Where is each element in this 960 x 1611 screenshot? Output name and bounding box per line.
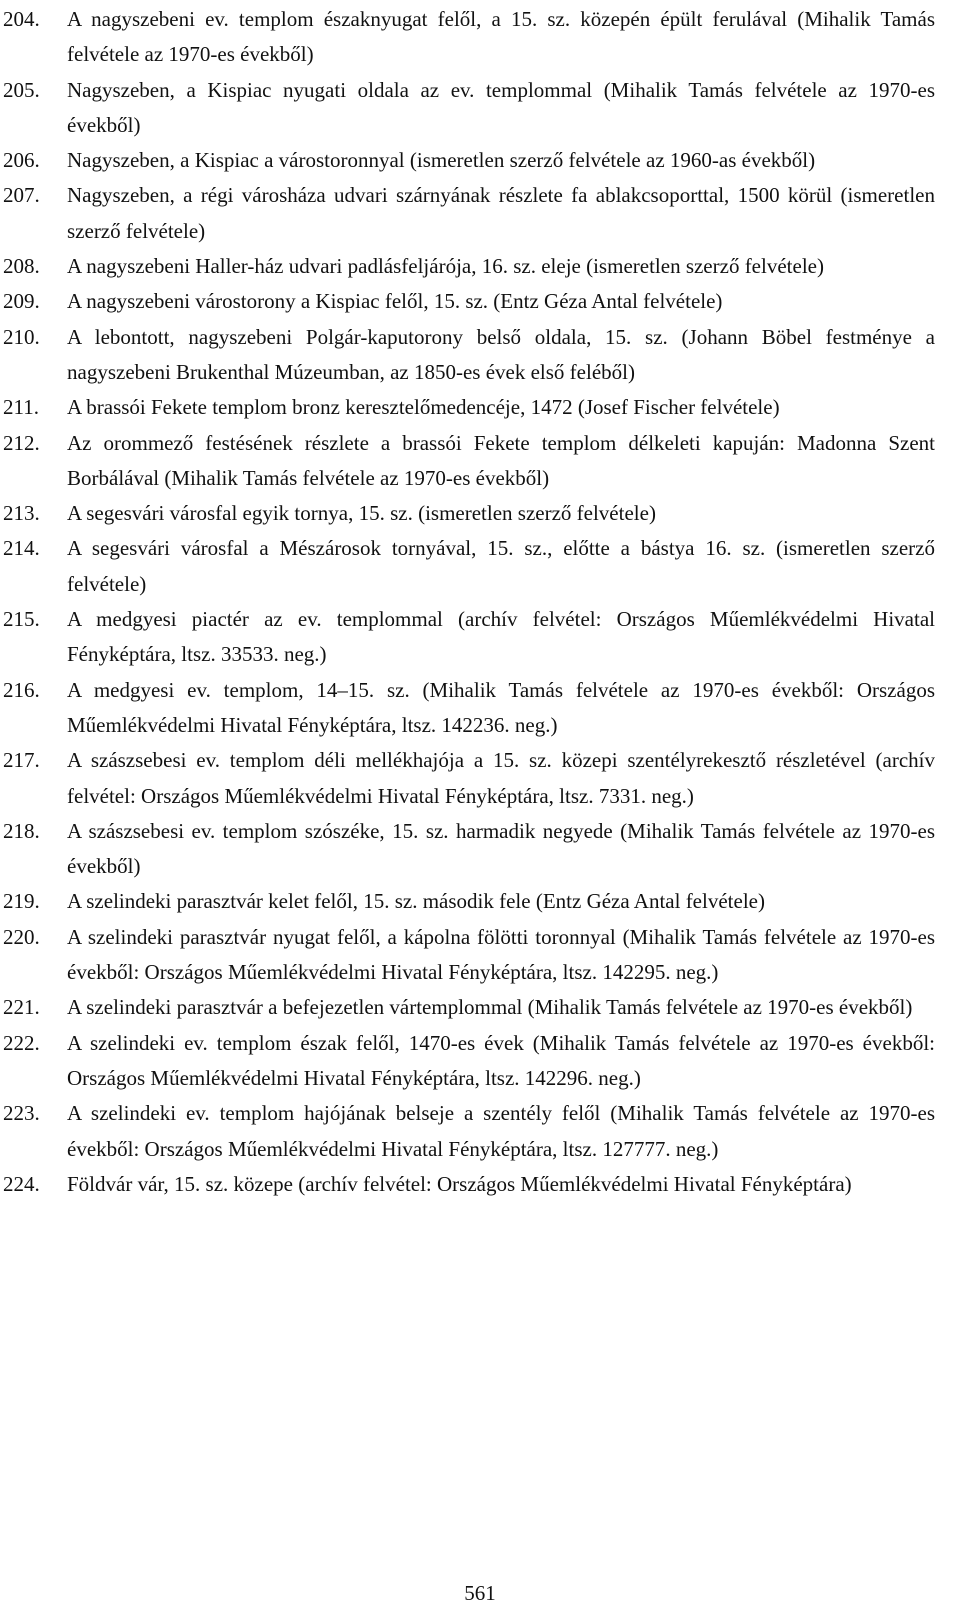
entry-number: 204. (3, 7, 40, 31)
entry-text: A segesvári városfal egyik tornya, 15. sz. (ismeretlen szerző felvétele) (67, 501, 656, 526)
entry-number: 214. (3, 536, 40, 561)
entry-number: 207. (3, 183, 40, 208)
entry-number: 215. (3, 607, 40, 632)
caption-entry (0, 284, 935, 319)
caption-entry (0, 320, 935, 391)
entry-text: A szelindeki ev. templom észak felől, 1470-es évek (Mihalik Tamás felvétele az 1970-es évekből: Országos Műemlékvédelmi Hivatal Fényképtára, ltsz. 142296. neg.) (67, 1030, 935, 1090)
caption-entry (0, 496, 935, 531)
caption-entry (0, 249, 935, 284)
entry-number: 208. (3, 254, 40, 279)
caption-entry (0, 73, 935, 144)
caption-entry (0, 143, 935, 178)
entry-text: Földvár vár, 15. sz. közepe (archív felvétel: Országos Műemlékvédelmi Hivatal Fényképtára) (67, 1171, 852, 1196)
entry-text: A szászsebesi ev. templom déli mellékhajója a 15. sz. közepi szentélyrekesztő részletével (archív felvétel: Országos Műemlékvédelmi Hivatal Fényképtára, ltsz. 7331. neg.) (67, 748, 935, 808)
caption-entry (0, 1167, 935, 1202)
entry-text: A medgyesi piactér az ev. templommal (archív felvétel: Országos Műemlékvédelmi Hivatal Fényképtára, ltsz. 33533. neg.) (67, 607, 935, 667)
caption-entry (0, 178, 935, 249)
caption-entry (0, 814, 935, 885)
caption-entry (0, 390, 935, 425)
caption-list (0, 2, 935, 1202)
entry-number: 224. (3, 1171, 40, 1196)
entry-number: 205. (3, 77, 40, 102)
page-number: 561 (464, 1581, 496, 1605)
entry-text: Nagyszeben, a Kispiac a várostoronnyal (ismeretlen szerző felvétele az 1960-as évekből) (67, 148, 816, 173)
caption-entry (0, 1026, 935, 1097)
entry-number: 216. (3, 677, 40, 702)
caption-entry (0, 743, 935, 814)
caption-entry (0, 602, 935, 673)
entry-number: 212. (3, 430, 40, 455)
entry-number: 218. (3, 818, 40, 843)
entry-number: 213. (3, 501, 40, 526)
entry-text: A szelindeki parasztvár kelet felől, 15. sz. második fele (Entz Géza Antal felvétele) (67, 889, 765, 914)
entry-text: A medgyesi ev. templom, 14–15. sz. (Mihalik Tamás felvétele az 1970-es évekből: Országos Műemlékvédelmi Hivatal Fényképtára, ltsz. 142236. neg.) (67, 677, 935, 737)
caption-entry (0, 426, 935, 497)
entry-text: A szelindeki parasztvár a befejezetlen vártemplommal (Mihalik Tamás felvétele az 1970-es évekből) (67, 995, 913, 1020)
caption-entry (0, 531, 935, 602)
entry-text: A nagyszebeni várostorony a Kispiac felől, 15. sz. (Entz Géza Antal felvétele) (67, 289, 723, 314)
entry-number: 223. (3, 1101, 40, 1126)
entry-number: 220. (3, 924, 40, 949)
entry-text: Az orommező festésének részlete a brassói Fekete templom délkeleti kapuján: Madonna Szent Borbálával (Mihalik Tamás felvétele az 1970-es évekből) (67, 430, 935, 490)
entry-text: A brassói Fekete templom bronz keresztelőmedencéje, 1472 (Josef Fischer felvétele) (67, 395, 780, 420)
entry-number: 206. (3, 148, 40, 173)
caption-entry (0, 920, 935, 991)
entry-text: A szelindeki parasztvár nyugat felől, a kápolna fölötti toronnyal (Mihalik Tamás felvétele az 1970-es évekből: Országos Műemlékvédelmi Hivatal Fényképtára, ltsz. 142295. neg.) (67, 924, 935, 985)
entry-number: 209. (3, 289, 40, 314)
entry-text: A szászsebesi ev. templom szószéke, 15. sz. harmadik negyede (Mihalik Tamás felvétele az 1970-es évekből) (67, 818, 935, 879)
caption-entry (0, 1096, 935, 1167)
entry-text: A nagyszebeni ev. templom északnyugat felől, a 15. sz. közepén épült ferulával (Mihalik Tamás felvétele az 1970-es évekből) (67, 7, 935, 67)
caption-entry (0, 673, 935, 744)
entry-text: A segesvári városfal a Mészárosok tornyával, 15. sz., előtte a bástya 16. sz. (ismeretlen szerző felvétele) (67, 536, 935, 596)
entry-text: A szelindeki ev. templom hajójának belseje a szentély felől (Mihalik Tamás felvétele az 1970-es évekből: Országos Műemlékvédelmi Hivatal Fényképtára, ltsz. 127777. neg.) (67, 1101, 935, 1161)
entry-number: 222. (3, 1030, 40, 1055)
entry-text: Nagyszeben, a Kispiac nyugati oldala az ev. templommal (Mihalik Tamás felvétele az 1970-es évekből) (67, 77, 935, 137)
caption-entry (0, 884, 935, 919)
caption-entry (0, 2, 935, 73)
entry-number: 217. (3, 748, 40, 773)
entry-text: A nagyszebeni Haller-ház udvari padlásfeljárója, 16. sz. eleje (ismeretlen szerző felvétele) (67, 254, 824, 279)
entry-number: 221. (3, 995, 40, 1020)
caption-entry (0, 990, 935, 1025)
entry-text: A lebontott, nagyszebeni Polgár-kaputorony belső oldala, 15. sz. (Johann Böbel festménye a nagyszebeni Brukenthal Múzeumban, az 1850-es évek első feléből) (67, 324, 935, 384)
entry-number: 211. (3, 395, 39, 420)
entry-text: Nagyszeben, a régi városháza udvari szárnyának részlete fa ablakcsoporttal, 1500 körül (ismeretlen szerző felvétele) (67, 183, 935, 243)
entry-number: 210. (3, 324, 40, 349)
entry-number: 219. (3, 889, 40, 914)
